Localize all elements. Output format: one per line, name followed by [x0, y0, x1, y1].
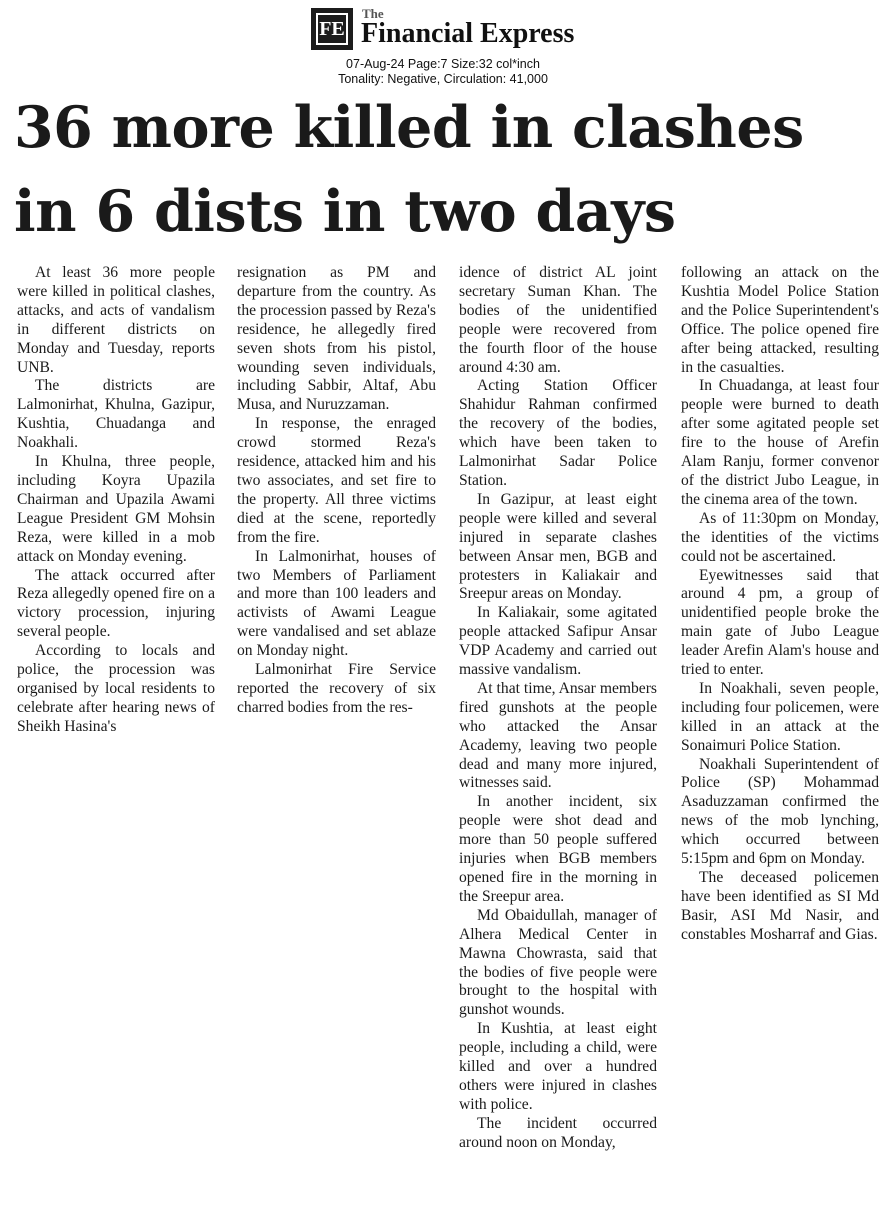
paragraph: Eyewitnesses said that around 4 pm, a group of unidentified people broke the main gate of Jubo League leader Arefin Alam's house and tried to enter.: [681, 566, 879, 679]
publication-name: Financial Express: [361, 18, 575, 49]
paragraph: resignation as PM and departure from the country. As the procession passed by Reza's residence, he allegedly fired seven shots from his pistol, wounding seven individuals, including Sabbir, Altaf, Abu Musa, and Nuruzzaman.: [237, 264, 436, 414]
headline-line-2: in 6 dists in two days: [14, 178, 676, 245]
paragraph: In Kaliakair, some agitated people attacked Safipur Ansar VDP Academy and carried out massive vandalism.: [459, 604, 657, 679]
paragraph: idence of district AL joint secretary Suman Khan. The bodies of the unidentified people were recovered from the fourth floor of the house around 4:30 am.: [459, 264, 657, 376]
paragraph: The deceased policemen have been identified as SI Md Basir, ASI Md Nasir, and constables Mosharraf and Gias.: [681, 869, 879, 943]
article-column-3: [459, 264, 657, 1153]
clipping-meta-date-size: 07-Aug-24 Page:7 Size:32 col*inch: [346, 57, 540, 71]
paragraph: The districts are Lalmonirhat, Khulna, Gazipur, Kushtia, Chuadanga and Noakhali.: [17, 377, 215, 452]
headline: [14, 86, 884, 254]
paragraph: Lalmonirhat Fire Service reported the recovery of six charred bodies from the res-: [237, 661, 436, 716]
paragraph: Noakhali Superintendent of Police (SP) Mohammad Asaduzzaman confirmed the news of the mob lynching, which occurred between 5:15pm and 6pm on Monday.: [681, 755, 879, 868]
masthead: [0, 4, 886, 58]
article-column-1: [17, 264, 215, 737]
paragraph: following an attack on the Kushtia Model Police Station and the Police Superintendent's Office. The police opened fire after being attacked, resulting in the casualties.: [681, 264, 879, 376]
paragraph: In another incident, six people were shot dead and more than 50 people suffered injuries when BGB members opened fire in the morning in the Sreepur area.: [459, 793, 657, 905]
paragraph: The incident occurred around noon on Monday,: [459, 1114, 657, 1151]
paragraph: Md Obaidullah, manager of Alhera Medical Center in Mawna Chowrasta, said that the bodies of five people were brought to the hospital with gunshot wounds.: [459, 906, 657, 1019]
paragraph: In Gazipur, at least eight people were killed and several injured in separate clashes between Ansar men, BGB and protesters in Kaliakair and Sreepur areas on Monday.: [459, 490, 657, 603]
paragraph: In Khulna, three people, including Koyra Upazila Chairman and Upazila Awami League President GM Mohsin Reza, were killed in a mob attack on Monday evening.: [17, 453, 215, 565]
publication-prefix: The: [362, 6, 384, 21]
article-column-2: [237, 264, 436, 718]
paragraph: In Noakhali, seven people, including four policemen, were killed in an attack at the Sonaimuri Police Station.: [681, 679, 879, 754]
paragraph: As of 11:30pm on Monday, the identities of the victims could not be ascertained.: [681, 509, 879, 565]
logo-text: FE: [319, 17, 345, 40]
paragraph: According to locals and police, the procession was organised by local residents to celebrate after hearing news of Sheikh Hasina's: [17, 642, 215, 735]
paragraph: In Kushtia, at least eight people, including a child, were killed and over a hundred others were injured in clashes with police.: [459, 1020, 657, 1113]
fe-logo: [311, 8, 353, 50]
paragraph: Acting Station Officer Shahidur Rahman confirmed the recovery of the bodies, which have been taken to Lalmonirhat Sadar Police Station.: [459, 377, 657, 489]
headline-line-1: 36 more killed in clashes: [14, 94, 804, 161]
paragraph: In Chuadanga, at least four people were burned to death after some agitated people set fire to the house of Arefin Alam Ranju, former convenor of the district Jubo League, in the cinema area of the town.: [681, 377, 879, 508]
paragraph: In response, the enraged crowd stormed Reza's residence, attacked him and his two associates, and set fire to the property. All three victims died at the scene, reportedly from the fire.: [237, 415, 436, 546]
paragraph: In Lalmonirhat, houses of two Members of Parliament and more than 100 leaders and activists of Awami League were vandalised and set ablaze on Monday night.: [237, 547, 436, 660]
paragraph: At least 36 more people were killed in political clashes, attacks, and acts of vandalism in different districts on Monday and Tuesday, reports UNB.: [17, 264, 215, 376]
article-column-4: [681, 264, 879, 945]
paragraph: The attack occurred after Reza allegedly opened fire on a victory procession, injuring several people.: [17, 566, 215, 641]
clipping-meta: [0, 57, 886, 87]
paragraph: At that time, Ansar members fired gunshots at the people who attacked the Ansar Academy, leaving two people dead and many more injured, witnesses said.: [459, 679, 657, 792]
clipping-meta-tonality: Tonality: Negative, Circulation: 41,000: [338, 72, 548, 86]
